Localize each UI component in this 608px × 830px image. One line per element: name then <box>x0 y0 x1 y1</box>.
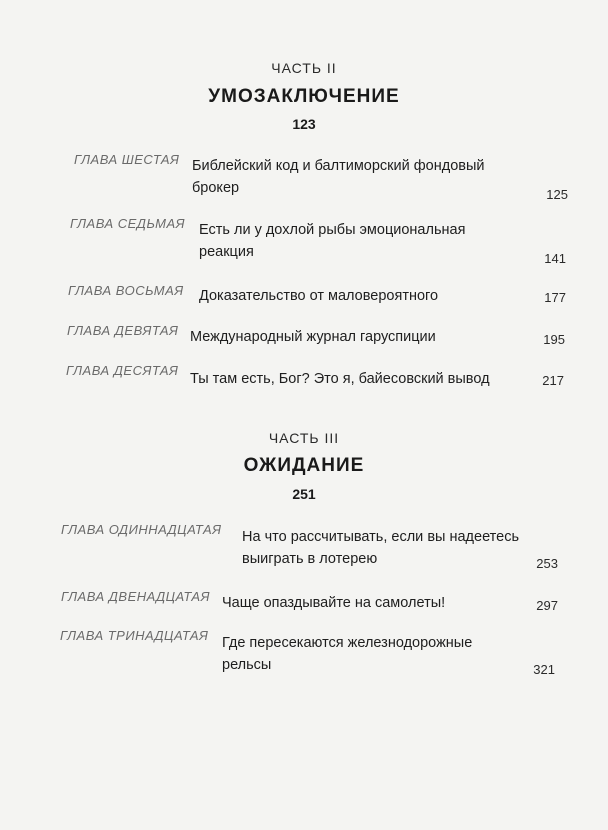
chapter-title[interactable]: Международный журнал гаруспиции <box>190 329 436 345</box>
chapter-title[interactable]: Доказательство от маловероятного <box>199 288 439 304</box>
part-label: ЧАСТЬ III <box>268 430 340 446</box>
part-title: УМОЗАКЛЮЧЕНИЕ <box>208 86 400 107</box>
chapter-label: ГЛАВА ОДИННАДЦАТАЯ <box>61 522 222 537</box>
chapter-label: ГЛАВА ТРИНАДЦАТАЯ <box>60 628 209 643</box>
chapter-title[interactable]: Ты там есть, Бог? Это я, байесовский вывод <box>190 371 490 387</box>
chapter-page-number: 297 <box>536 598 558 613</box>
chapter-page-number: 195 <box>543 332 565 347</box>
chapter-title[interactable]: Чаще опаздывайте на самолеты! <box>222 595 446 611</box>
part-page-number: 123 <box>292 116 316 132</box>
chapter-page-number: 217 <box>542 373 564 388</box>
part-page-number: 251 <box>292 486 316 502</box>
chapter-title[interactable]: Где пересекаются железнодорожные рельсы <box>222 635 473 673</box>
chapter-label: ГЛАВА ШЕСТАЯ <box>74 152 180 167</box>
chapter-label: ГЛАВА ВОСЬМАЯ <box>68 283 184 298</box>
chapter-title[interactable]: Есть ли у дохлой рыбы эмоциональная реакция <box>199 222 466 260</box>
part-title: ОЖИДАНИЕ <box>243 455 365 476</box>
chapter-title[interactable]: На что рассчитывать, если вы надеетесь выиграть в лотерею <box>242 529 519 567</box>
chapter-title[interactable]: Библейский код и балтиморский фондовый брокер <box>192 158 485 196</box>
chapter-page-number: 177 <box>544 290 566 305</box>
chapter-page-number: 253 <box>536 556 558 571</box>
chapter-label: ГЛАВА ДЕСЯТАЯ <box>66 363 179 378</box>
chapter-label: ГЛАВА ДЕВЯТАЯ <box>67 323 179 338</box>
chapter-page-number: 141 <box>544 251 566 266</box>
chapter-page-number: 321 <box>533 662 555 677</box>
chapter-page-number: 125 <box>546 187 568 202</box>
part-label: ЧАСТЬ II <box>271 60 337 76</box>
chapter-label: ГЛАВА ДВЕНАДЦАТАЯ <box>61 589 210 604</box>
chapter-label: ГЛАВА СЕДЬМАЯ <box>70 216 185 231</box>
